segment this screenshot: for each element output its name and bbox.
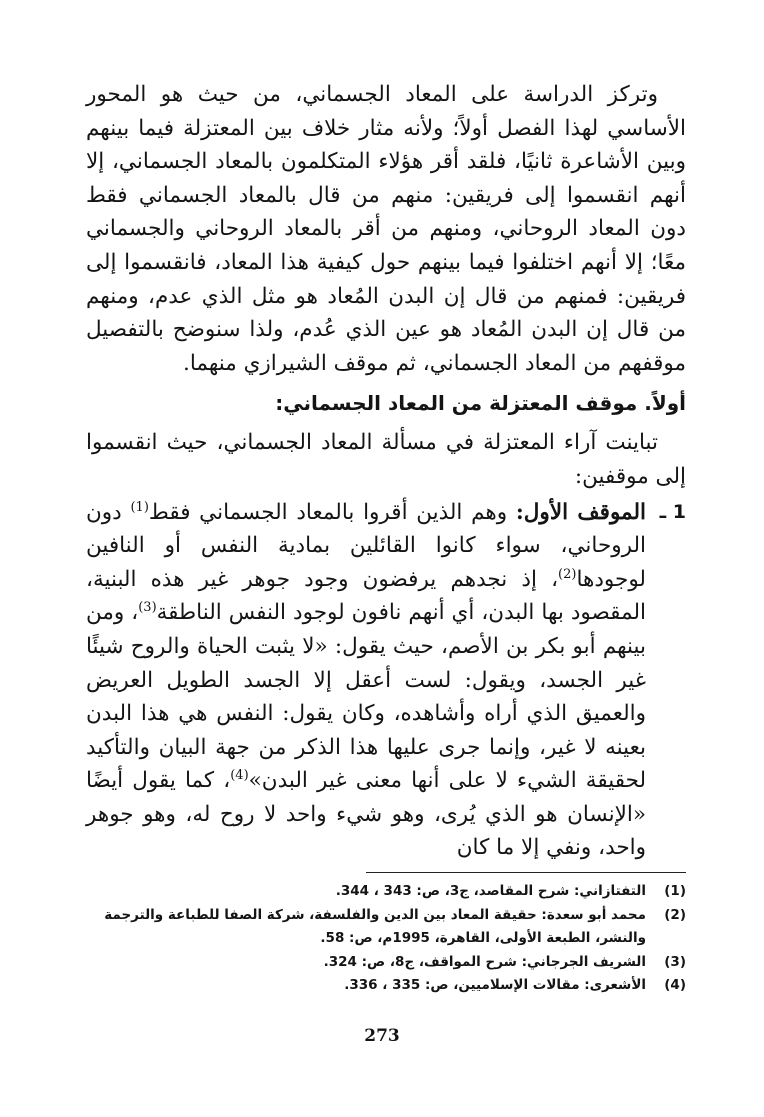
- intro-paragraph: وتركز الدراسة على المعاد الجسماني، من حيث هو المحور الأساسي لهذا الفصل أولاً؛ ولأنه مثار خلاف بين المعتزلة فيما بينهم وبين الأشاعرة ثانيًا، فلقد أقر هؤلاء المتكلمون بالمعاد الجسماني، إلا أنهم انقسموا إلى فريقين: منهم من قال بالمعاد الجسماني فقط دون المعاد الروحاني، ومنهم من أقر بالمعاد الروحاني والجسماني معًا؛ إلا أنهم اختلفوا فيما بينهم حول كيفية هذا المعاد، فانقسموا إلى فريقين: فمنهم من قال إن البدن المُعاد هو مثل الذي عدم، ومنهم من قال إن البدن المُعاد هو عين الذي عُدم، ولذا سنوضح بالتفصيل موقفهم من المعاد الجسماني، ثم موقف الشيرازي منهما.: [86, 82, 686, 376]
- footnote-ref-1: (1): [130, 499, 149, 515]
- footnote-ref-3: (3): [138, 600, 157, 616]
- footnote-ref-4: (4): [230, 768, 249, 784]
- footnote-number: (1): [664, 883, 686, 899]
- footnote-ref-2: (2): [558, 566, 577, 582]
- page-body: [86, 78, 686, 865]
- footnote-number: (2): [664, 906, 686, 923]
- footnote-text: التفتازاني: شرح المقاصد، ج3، ص: 343 ، 344.: [335, 883, 646, 899]
- footnote-text: الأشعرى: مقالات الإسلاميين، ص: 335 ، 336.: [344, 977, 646, 993]
- section-intro: تباينت آراء المعتزلة في مسألة المعاد الجسماني، حيث انقسموا إلى موقفين:: [86, 430, 686, 489]
- list-item-number: 1 ـ: [659, 500, 686, 523]
- footnotes: [86, 880, 686, 998]
- footnote-text: محمد أبو سعدة: حقيقة المعاد بين الدين والفلسفة، شركة الصفا للطباعة والترجمة والنشر، الطبعة الأولى، القاهرة، 1995م، ص: 58.: [104, 906, 646, 946]
- footnote-text: الشريف الجرجاني: شرح المواقف، ج8، ص: 324.: [323, 953, 646, 970]
- footnote-number: (4): [664, 977, 686, 993]
- footnote-number: (3): [664, 953, 686, 970]
- section-heading: أولاً. موقف المعتزلة من المعاد الجسماني:: [275, 391, 686, 416]
- list-item-text-1: وهم الذين أقروا بالمعاد الجسماني فقط: [148, 499, 508, 525]
- footnote: [86, 904, 686, 951]
- list-item-text-4: ، ومن بينهم أبو بكر بن الأصم، حيث يقول: «لا يثبت الحياة والروح شيئًا غير الجسد، ويقول: لست أعقل إلا الجسد الطويل العريض والعميق الذي أراه وأشاهده، وكان يقول: النفس هي هذا البدن بعينه لا غير، وإنما جرى عليها هذا الذكر من جهة البيان والتأكيد لحقيقة الشيء لا على أنها معنى غير البدن»: [86, 600, 646, 794]
- list-item-text-2: دون الروحاني، سواء كانوا القائلين بمادية النفس أو النافين لوجودها: [86, 499, 646, 592]
- list-item-text-5: ، كما يقول أيضًا «الإنسان هو الذي يُرى، وهو شيء واحد لا روح له، وهو جوهر واحد، ونفي إلا ما كان: [86, 768, 646, 861]
- footnote: [86, 974, 686, 998]
- list-item-title: الموقف الأول:: [515, 499, 647, 525]
- list-item-1: [86, 496, 686, 866]
- footnote-divider: [366, 872, 686, 873]
- footnote: [86, 951, 686, 975]
- list-item-text-3: ، إذ نجدهم يرفضون وجود جوهر غير هذه البنية، المقصود بها البدن، أي أنهم نافون لوجود النفس الناطقة: [86, 566, 646, 626]
- page-number: 273: [364, 1026, 400, 1046]
- footnote: [86, 880, 686, 904]
